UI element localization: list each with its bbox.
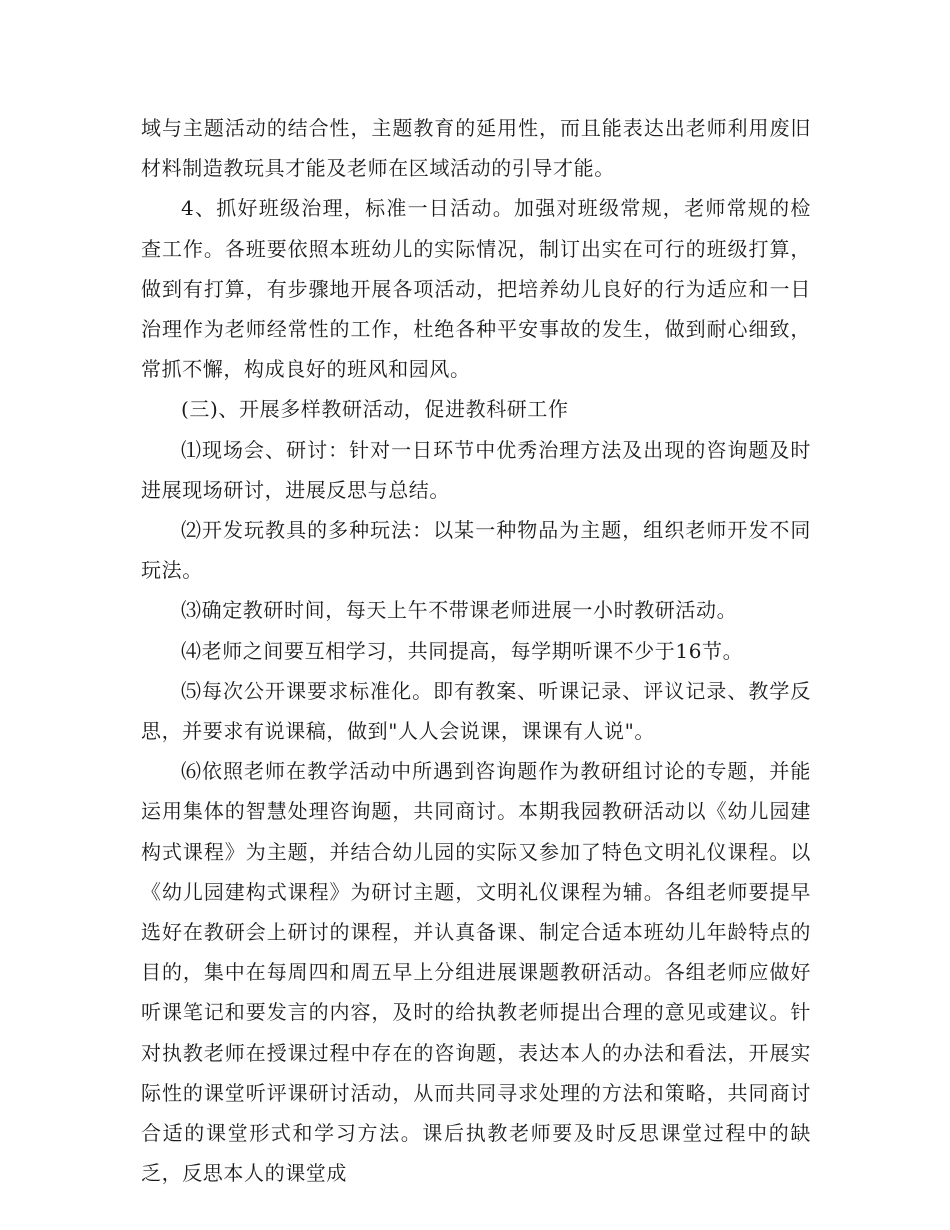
document-body [141, 108, 811, 1193]
paragraph-2: 4、抓好班级治理，标准一日活动。加强对班级常规，老师常规的检查工作。各班要依照本班幼儿的实际情况，制订出实在可行的班级打算，做到有打算，有步骤地开展各项活动，把培养幼儿良好的行为适应和一日治理作为老师经常性的工作，杜绝各种平安事故的发生，做到耐心细致，常抓不懈，构成良好的班风和园风。 [141, 196, 811, 382]
paragraph-1: 域与主题活动的结合性，主题教育的延用性，而且能表达出老师利用废旧材料制造教玩具才能及老师在区域活动的引导才能。 [141, 116, 811, 181]
section-heading: (三)、开展多样教研活动，促进教科研工作 [181, 397, 569, 422]
list-item-2: ⑵开发玩教具的多种玩法：以某一种物品为主题，组织老师开发不同玩法。 [141, 518, 811, 583]
list-item-3: ⑶确定教研时间，每天上午不带课老师进展一小时教研活动。 [181, 598, 738, 623]
list-item-4: ⑷老师之间要互相学习，共同提高，每学期听课不少于16节。 [181, 638, 744, 663]
list-item-6: ⑹依照老师在教学活动中所遇到咨询题作为教研组讨论的专题，并能运用集体的智慧处理咨询题，共同商讨。本期我园教研活动以《幼儿园建构式课程》为主题，并结合幼儿园的实际又参加了特色文明礼仪课程。以《幼儿园建构式课程》为研讨主题，文明礼仪课程为辅。各组老师要提早选好在教研会上研讨的课程，并认真备课、制定合适本班幼儿年龄特点的目的，集中在每周四和周五早上分组进展课题教研活动。各组老师应做好听课笔记和要发言的内容，及时的给执教老师提出合理的意见或建议。针对执教老师在授课过程中存在的咨询题，表达本人的办法和看法，开展实际性的课堂听评课研讨活动，从而共同寻求处理的方法和策略，共同商讨合适的课堂形式和学习方法。课后执教老师要及时反思课堂过程中的缺乏，反思本人的课堂成 [141, 759, 811, 1186]
list-item-5: ⑸每次公开课要求标准化。即有教案、听课记录、评议记录、教学反思，并要求有说课稿，做到"人人会说课，课课有人说"。 [141, 678, 811, 744]
list-item-1: ⑴现场会、研讨：针对一日环节中优秀治理方法及出现的咨询题及时进展现场研讨，进展反思与总结。 [141, 437, 811, 502]
